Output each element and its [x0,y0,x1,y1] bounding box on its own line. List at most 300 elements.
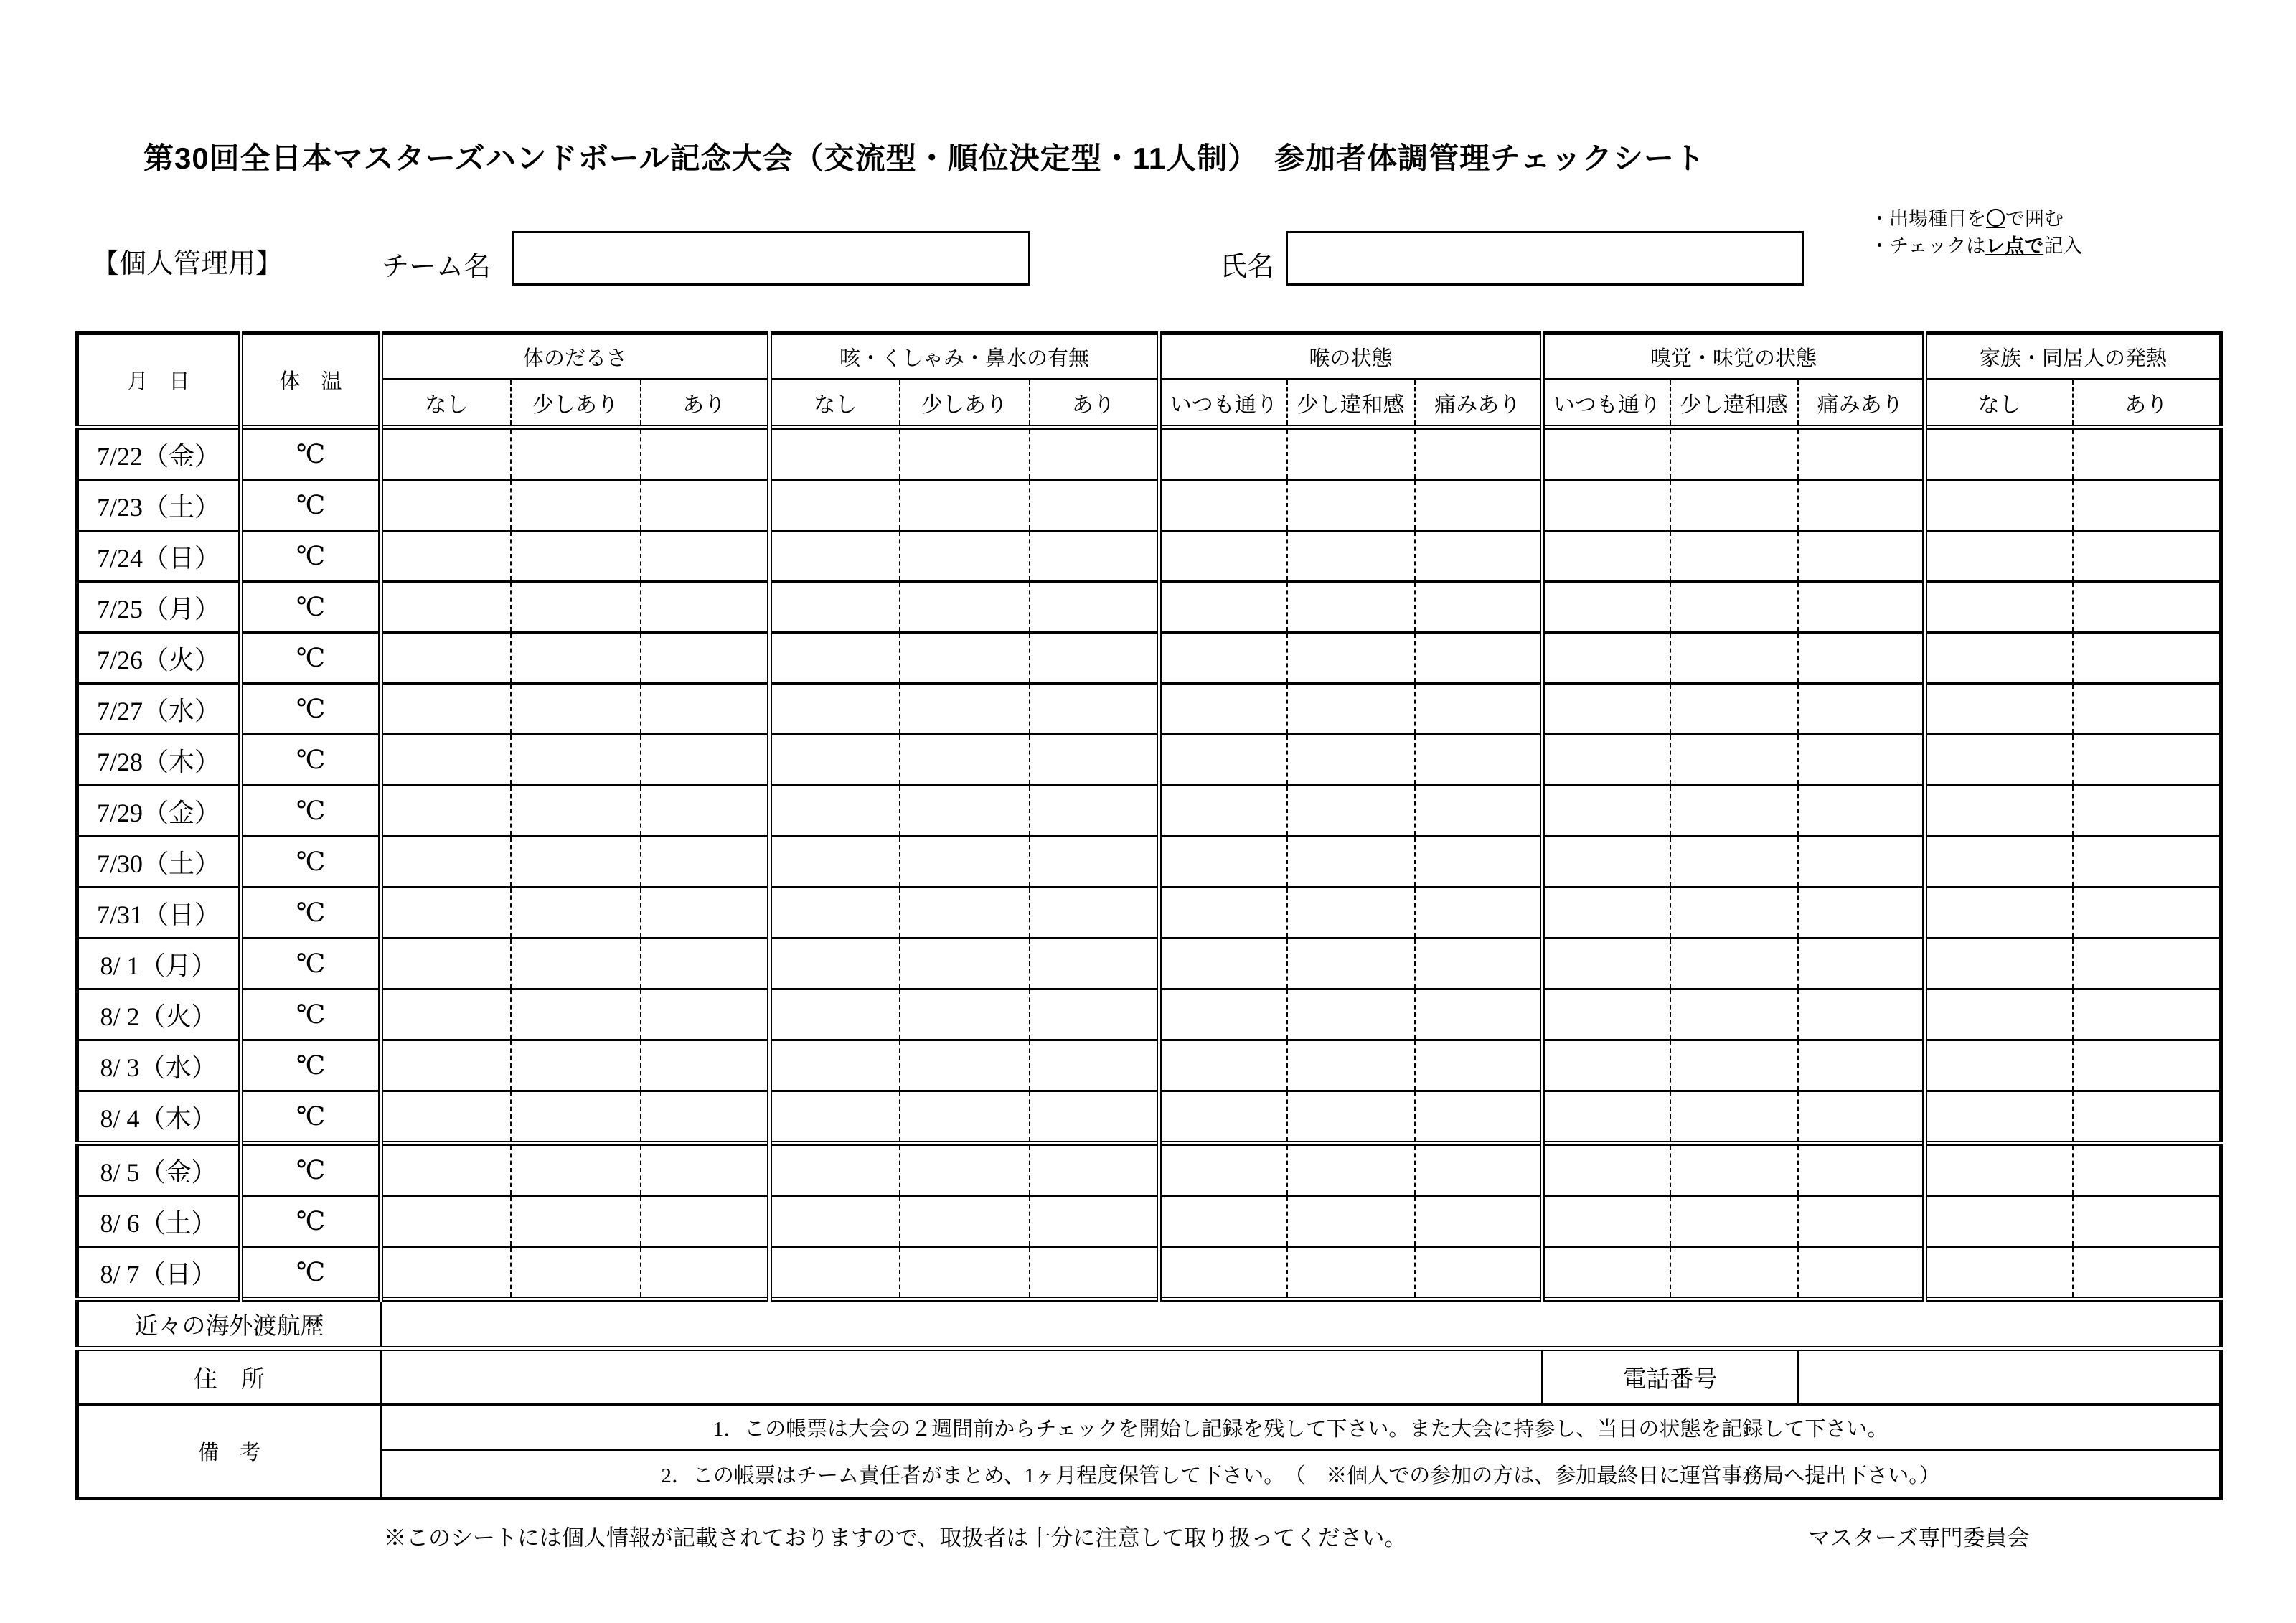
check-cell[interactable] [1415,582,1543,633]
check-cell[interactable] [511,786,641,837]
check-cell[interactable] [1543,633,1670,684]
address-row [77,1349,2221,1405]
check-cell[interactable] [1159,480,1287,531]
check-cell[interactable] [381,938,511,989]
check-cell[interactable] [1670,582,1798,633]
check-cell[interactable] [770,1247,900,1299]
check-cell[interactable] [1030,684,1159,735]
check-cell[interactable] [1415,1144,1543,1196]
date-cell: 8/ 1（月） [77,938,241,989]
check-cell[interactable] [1287,1196,1415,1247]
check-cell[interactable] [381,735,511,786]
check-cell[interactable] [381,1196,511,1247]
check-cell[interactable] [1670,428,1798,480]
check-cell[interactable] [1415,1040,1543,1091]
check-cell[interactable] [641,888,770,938]
check-cell[interactable] [1159,938,1287,989]
check-cell[interactable] [1925,1091,2073,1144]
check-cell[interactable] [511,837,641,888]
check-cell[interactable] [1030,633,1159,684]
check-cell[interactable] [2073,428,2221,480]
date-cell: 7/28（木） [77,735,241,786]
check-cell[interactable] [641,1040,770,1091]
check-cell[interactable] [1543,837,1670,888]
check-cell[interactable] [1030,1144,1159,1196]
check-cell[interactable] [900,684,1030,735]
symptom-group-header: 家族・同居人の発熱 [1925,334,2221,380]
check-cell[interactable] [1925,480,2073,531]
check-cell[interactable] [1287,1091,1415,1144]
check-cell[interactable] [641,633,770,684]
check-cell[interactable] [1159,1144,1287,1196]
check-cell[interactable] [770,480,900,531]
check-cell[interactable] [1798,837,1925,888]
check-cell[interactable] [511,938,641,989]
check-cell[interactable] [1415,633,1543,684]
check-cell[interactable] [641,582,770,633]
check-cell[interactable] [1159,1040,1287,1091]
check-cell[interactable] [381,1144,511,1196]
check-cell[interactable] [770,735,900,786]
check-cell[interactable] [1415,428,1543,480]
check-cell[interactable] [900,1040,1030,1091]
check-cell[interactable] [2073,582,2221,633]
check-cell[interactable] [1543,938,1670,989]
check-cell[interactable] [2073,633,2221,684]
check-cell[interactable] [770,888,900,938]
symptom-option-header: なし [770,380,900,428]
check-cell[interactable] [2073,786,2221,837]
check-cell[interactable] [1925,837,2073,888]
symptom-option-header: あり [1030,380,1159,428]
check-cell[interactable] [1925,735,2073,786]
check-cell[interactable] [381,1247,511,1299]
date-cell: 8/ 2（火） [77,989,241,1040]
check-cell[interactable] [1030,888,1159,938]
check-cell[interactable] [770,684,900,735]
check-cell[interactable] [1159,684,1287,735]
check-cell[interactable] [1030,428,1159,480]
check-cell[interactable] [1925,888,2073,938]
check-cell[interactable] [1670,989,1798,1040]
date-cell: 7/27（水） [77,684,241,735]
check-cell[interactable] [1287,735,1415,786]
check-cell[interactable] [1670,633,1798,684]
check-cell[interactable] [1925,428,2073,480]
check-cell[interactable] [1415,1091,1543,1144]
temperature-entry-cell[interactable]: ℃ [241,735,381,786]
instruction-note-1 [1870,205,2082,232]
check-cell[interactable] [1798,1040,1925,1091]
date-row [77,1040,2221,1091]
check-cell[interactable] [1287,786,1415,837]
check-cell[interactable] [1798,938,1925,989]
check-cell[interactable] [900,582,1030,633]
check-cell[interactable] [1925,1144,2073,1196]
date-column-header: 月 日 [127,370,190,393]
check-cell[interactable] [1543,1196,1670,1247]
check-cell[interactable] [2073,531,2221,582]
check-cell[interactable] [1670,1247,1798,1299]
check-cell[interactable] [1030,1040,1159,1091]
check-cell[interactable] [1030,735,1159,786]
check-cell[interactable] [900,633,1030,684]
check-cell[interactable] [381,428,511,480]
check-cell[interactable] [2073,480,2221,531]
check-cell[interactable] [511,684,641,735]
date-cell: 8/ 3（水） [77,1040,241,1091]
symptom-option-header: いつも通り [1159,380,1287,428]
check-cell[interactable] [770,989,900,1040]
travel-history-input[interactable] [381,1299,2221,1349]
check-cell[interactable] [900,480,1030,531]
check-cell[interactable] [1543,735,1670,786]
check-cell[interactable] [1925,633,2073,684]
check-cell[interactable] [1415,1196,1543,1247]
symptom-option-header: 少し違和感 [1670,380,1798,428]
check-cell[interactable] [1159,786,1287,837]
check-cell[interactable] [1287,938,1415,989]
check-cell[interactable] [1030,837,1159,888]
check-cell[interactable] [1670,735,1798,786]
check-cell[interactable] [2073,1144,2221,1196]
check-cell[interactable] [900,1091,1030,1144]
check-cell[interactable] [1287,531,1415,582]
table-group-header-row [77,334,2221,380]
check-cell[interactable] [381,1091,511,1144]
check-cell[interactable] [1925,1040,2073,1091]
check-cell[interactable] [641,1091,770,1144]
check-cell[interactable] [770,428,900,480]
check-cell[interactable] [381,786,511,837]
check-cell[interactable] [1670,888,1798,938]
check-cell[interactable] [1159,989,1287,1040]
check-cell[interactable] [1030,480,1159,531]
phone-number-input[interactable] [1798,1349,2221,1405]
temperature-entry-cell[interactable]: ℃ [241,938,381,989]
check-cell[interactable] [1287,1040,1415,1091]
form-type-label: 【個人管理用】 [92,249,283,279]
check-cell[interactable] [1287,633,1415,684]
check-cell[interactable] [1670,786,1798,837]
check-cell[interactable] [770,837,900,888]
check-cell[interactable] [1925,582,2073,633]
check-cell[interactable] [2073,735,2221,786]
temperature-entry-cell[interactable]: ℃ [241,480,381,531]
check-cell[interactable] [1798,428,1925,480]
date-cell: 7/30（土） [77,837,241,888]
date-row [77,633,2221,684]
check-cell[interactable] [1543,531,1670,582]
check-cell[interactable] [1159,888,1287,938]
check-cell[interactable] [1798,786,1925,837]
note-emphasis: レ点で [1985,235,2044,257]
check-cell[interactable] [511,1247,641,1299]
check-cell[interactable] [1415,1247,1543,1299]
check-cell[interactable] [770,582,900,633]
check-cell[interactable] [1798,989,1925,1040]
check-cell[interactable] [381,633,511,684]
temperature-entry-cell[interactable]: ℃ [241,1247,381,1299]
check-cell[interactable] [2073,1091,2221,1144]
check-cell[interactable] [1030,938,1159,989]
check-cell[interactable] [770,938,900,989]
check-cell[interactable] [511,1144,641,1196]
check-cell[interactable] [511,480,641,531]
check-cell[interactable] [641,1196,770,1247]
symptom-option-header: あり [2073,380,2221,428]
check-cell[interactable] [900,989,1030,1040]
check-cell[interactable] [1670,1144,1798,1196]
address-input[interactable] [381,1349,1543,1405]
check-cell[interactable] [900,735,1030,786]
check-cell[interactable] [770,1144,900,1196]
check-cell[interactable] [511,888,641,938]
check-cell[interactable] [1670,1091,1798,1144]
temperature-entry-cell[interactable]: ℃ [241,1144,381,1196]
check-cell[interactable] [1925,786,2073,837]
check-cell[interactable] [1670,938,1798,989]
check-cell[interactable] [381,837,511,888]
temperature-entry-cell[interactable]: ℃ [241,1040,381,1091]
check-cell[interactable] [1287,684,1415,735]
check-cell[interactable] [900,428,1030,480]
full-name-input[interactable] [1286,231,1804,286]
check-cell[interactable] [1415,684,1543,735]
check-cell[interactable] [381,480,511,531]
check-cell[interactable] [1925,938,2073,989]
check-cell[interactable] [1925,1196,2073,1247]
check-cell[interactable] [1925,1247,2073,1299]
check-cell[interactable] [2073,938,2221,989]
check-cell[interactable] [641,837,770,888]
check-cell[interactable] [1543,684,1670,735]
remarks-row-1 [77,1404,2221,1450]
check-cell[interactable] [381,888,511,938]
check-cell[interactable] [381,989,511,1040]
symptom-option-header: 少し違和感 [1287,380,1415,428]
check-cell[interactable] [641,735,770,786]
date-row [77,938,2221,989]
check-cell[interactable] [381,684,511,735]
note-text: ・チェックは [1870,235,1986,257]
check-cell[interactable] [641,531,770,582]
check-cell[interactable] [900,837,1030,888]
check-cell[interactable] [900,1247,1030,1299]
check-cell[interactable] [1543,428,1670,480]
check-cell[interactable] [1415,837,1543,888]
check-cell[interactable] [511,633,641,684]
date-row [77,888,2221,938]
check-cell[interactable] [1543,1144,1670,1196]
check-cell[interactable] [1543,1040,1670,1091]
check-cell[interactable] [1030,1247,1159,1299]
date-cell: 8/ 4（木） [77,1091,241,1144]
check-cell[interactable] [2073,989,2221,1040]
check-cell[interactable] [900,786,1030,837]
check-cell[interactable] [1670,1040,1798,1091]
check-cell[interactable] [1415,786,1543,837]
check-cell[interactable] [511,1091,641,1144]
check-cell[interactable] [641,480,770,531]
check-cell[interactable] [1030,989,1159,1040]
check-cell[interactable] [1798,633,1925,684]
check-cell[interactable] [1159,633,1287,684]
check-cell[interactable] [900,531,1030,582]
check-cell[interactable] [1415,888,1543,938]
check-cell[interactable] [770,1091,900,1144]
check-cell[interactable] [381,582,511,633]
check-cell[interactable] [2073,1247,2221,1299]
check-cell[interactable] [511,735,641,786]
check-cell[interactable] [1798,1144,1925,1196]
check-cell[interactable] [1159,582,1287,633]
check-cell[interactable] [1798,480,1925,531]
check-cell[interactable] [1798,735,1925,786]
check-cell[interactable] [511,428,641,480]
temperature-entry-cell[interactable]: ℃ [241,684,381,735]
check-cell[interactable] [2073,1196,2221,1247]
check-cell[interactable] [1798,1247,1925,1299]
date-cell: 7/29（金） [77,786,241,837]
check-cell[interactable] [900,1196,1030,1247]
date-cell: 7/23（土） [77,480,241,531]
check-cell[interactable] [900,888,1030,938]
check-cell[interactable] [1287,989,1415,1040]
check-cell[interactable] [641,989,770,1040]
check-cell[interactable] [641,1144,770,1196]
check-cell[interactable] [511,531,641,582]
check-cell[interactable] [1030,1091,1159,1144]
check-cell[interactable] [770,1196,900,1247]
check-cell[interactable] [1543,888,1670,938]
check-cell[interactable] [511,582,641,633]
check-cell[interactable] [1287,888,1415,938]
temperature-entry-cell[interactable]: ℃ [241,531,381,582]
check-cell[interactable] [1415,989,1543,1040]
check-cell[interactable] [1543,582,1670,633]
check-cell[interactable] [2073,684,2221,735]
check-cell[interactable] [1670,531,1798,582]
symptom-option-header: あり [641,380,770,428]
check-cell[interactable] [641,938,770,989]
check-cell[interactable] [1543,1091,1670,1144]
check-cell[interactable] [1925,531,2073,582]
symptom-option-header: 痛みあり [1415,380,1543,428]
date-row [77,684,2221,735]
temperature-entry-cell[interactable]: ℃ [241,1196,381,1247]
temperature-entry-cell[interactable]: ℃ [241,786,381,837]
check-cell[interactable] [1415,735,1543,786]
date-row [77,837,2221,888]
check-cell[interactable] [2073,888,2221,938]
check-cell[interactable] [511,1040,641,1091]
check-cell[interactable] [1415,531,1543,582]
check-cell[interactable] [1030,786,1159,837]
date-row [77,989,2221,1040]
check-cell[interactable] [1543,480,1670,531]
check-cell[interactable] [2073,837,2221,888]
check-cell[interactable] [1287,428,1415,480]
check-cell[interactable] [1543,989,1670,1040]
check-cell[interactable] [1670,480,1798,531]
check-cell[interactable] [641,786,770,837]
check-cell[interactable] [1415,480,1543,531]
privacy-note: ※このシートには個人情報が記載されておりますので、取扱者は十分に注意して取り扱ってください。 [384,1525,1407,1551]
check-cell[interactable] [641,428,770,480]
check-cell[interactable] [1159,1091,1287,1144]
check-cell[interactable] [1159,837,1287,888]
check-cell[interactable] [770,1040,900,1091]
check-cell[interactable] [641,1247,770,1299]
temperature-entry-cell[interactable]: ℃ [241,888,381,938]
check-cell[interactable] [1543,1247,1670,1299]
check-cell[interactable] [770,786,900,837]
check-cell[interactable] [900,1144,1030,1196]
check-cell[interactable] [1287,480,1415,531]
check-cell[interactable] [1159,531,1287,582]
page-title: 第30回全日本マスターズハンドボール記念大会（交流型・順位決定型・11人制） 参加者体調管理チェックシート [144,141,1705,175]
check-cell[interactable] [1287,1144,1415,1196]
temperature-entry-cell[interactable]: ℃ [241,989,381,1040]
team-name-input[interactable] [512,231,1030,286]
check-cell[interactable] [1798,684,1925,735]
check-cell[interactable] [641,684,770,735]
check-cell[interactable] [1925,684,2073,735]
temperature-entry-cell[interactable]: ℃ [241,633,381,684]
temperature-entry-cell[interactable]: ℃ [241,1091,381,1144]
check-cell[interactable] [1287,1247,1415,1299]
temperature-entry-cell[interactable]: ℃ [241,428,381,480]
check-cell[interactable] [770,633,900,684]
symptom-group-header: 咳・くしゃみ・鼻水の有無 [770,334,1159,380]
check-cell[interactable] [511,1196,641,1247]
check-cell[interactable] [1925,989,2073,1040]
check-cell[interactable] [1670,1196,1798,1247]
check-cell[interactable] [1030,1196,1159,1247]
check-cell[interactable] [1159,1196,1287,1247]
temperature-entry-cell[interactable]: ℃ [241,837,381,888]
temperature-entry-cell[interactable]: ℃ [241,582,381,633]
check-cell[interactable] [1159,1247,1287,1299]
check-cell[interactable] [1159,428,1287,480]
check-cell[interactable] [1798,582,1925,633]
check-cell[interactable] [1798,1091,1925,1144]
check-cell[interactable] [1798,531,1925,582]
check-cell[interactable] [1670,837,1798,888]
check-cell[interactable] [1159,735,1287,786]
check-cell[interactable] [381,531,511,582]
check-cell[interactable] [1287,582,1415,633]
check-cell[interactable] [2073,1040,2221,1091]
check-cell[interactable] [1543,786,1670,837]
health-check-table [75,331,2223,1500]
check-cell[interactable] [1287,837,1415,888]
check-cell[interactable] [1415,938,1543,989]
check-cell[interactable] [1798,888,1925,938]
check-cell[interactable] [900,938,1030,989]
check-cell[interactable] [1030,531,1159,582]
check-cell[interactable] [511,989,641,1040]
committee-name: マスターズ専門委員会 [1808,1525,2030,1551]
check-cell[interactable] [770,531,900,582]
check-cell[interactable] [1670,684,1798,735]
date-cell: 7/31（日） [77,888,241,938]
check-cell[interactable] [1798,1196,1925,1247]
check-cell[interactable] [1030,582,1159,633]
check-cell[interactable] [381,1040,511,1091]
date-row [77,1144,2221,1196]
